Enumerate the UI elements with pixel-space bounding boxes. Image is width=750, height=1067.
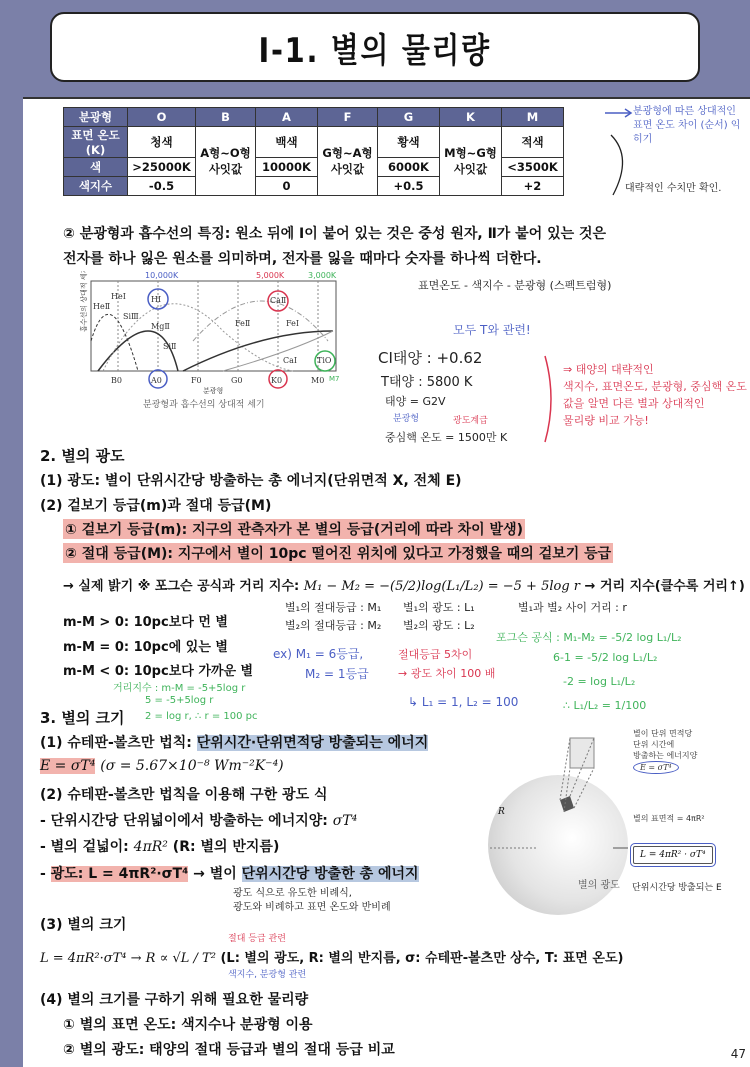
note-l1: 별₁의 광도 : L₁ bbox=[403, 601, 475, 614]
svg-text:CaⅠ: CaⅠ bbox=[283, 356, 298, 365]
condition-3: m-M < 0: 10pc보다 가까운 별 bbox=[63, 664, 254, 679]
svg-text:HeⅠ: HeⅠ bbox=[111, 292, 126, 301]
section3-eq1: E = σT⁴ (σ = 5.67×10⁻⁸ Wm⁻²K⁻⁴) bbox=[40, 758, 284, 774]
svg-text:FeⅡ: FeⅡ bbox=[235, 319, 251, 328]
spectral-type-table: 분광형 O B A F G K M 표면 온도(K) 청색 A형~O형 사잇값 백색 G형~A형 사잇값 황색 M형~G형 사잇값 적색 색 >25000K 10000K 6000K <3500K 색지수 -0.5 0 +0.5 +2 bbox=[63, 107, 564, 196]
section2-heading: 2. 별의 광도 bbox=[40, 447, 125, 465]
section2-arrow: → 실제 밝기 ※ 포그슨 공식과 거리 지수: M₁ − M₂ = −(5/2)log(L₁/L₂) = −5 + 5log r → 거리 지수(클수록 거리↑) bbox=[63, 579, 745, 594]
note-red1: 절대등급 5차이 bbox=[398, 648, 473, 661]
table-header: 분광형 bbox=[64, 108, 128, 127]
page-title: I-1. 별의 물리량 bbox=[258, 30, 492, 71]
svg-text:F0: F0 bbox=[191, 376, 202, 385]
note-m2: 별₂의 절대등급 : M₂ bbox=[285, 619, 382, 632]
section3-sub1: ① 별의 표면 온도: 색지수나 분광형 이용 bbox=[63, 1017, 313, 1033]
note-red2: → 광도 차이 100 배 bbox=[398, 667, 496, 680]
absorption-line-chart bbox=[63, 271, 343, 411]
note-pogson2: 6-1 = -5/2 log L₁/L₂ bbox=[553, 651, 658, 664]
section3-dash3: - 광도: L = 4πR²·σT⁴ → 별이 단위시간당 방출한 총 에너지 bbox=[40, 866, 419, 882]
note-dist1: 거리지수 : m-M = -5+5log r bbox=[113, 683, 246, 694]
surface-area-label: 별의 표면적 = 4πR² bbox=[633, 814, 705, 823]
note-blue-table: 분광형에 따른 상대적인 표면 온도 차이 (순서) 익히기 bbox=[633, 106, 741, 145]
note-black-table: 대략적인 수치만 확인. bbox=[625, 183, 722, 194]
svg-text:B0: B0 bbox=[111, 376, 122, 385]
section3-sub2: ② 별의 광도: 태양의 절대 등급과 별의 절대 등급 비교 bbox=[63, 1042, 395, 1058]
svg-text:HⅠ: HⅠ bbox=[151, 295, 162, 304]
svg-text:CaⅡ: CaⅡ bbox=[270, 296, 287, 305]
section1-line1: ② 분광형과 흡수선의 특징: 원소 뒤에 Ⅰ이 붙어 있는 것은 중성 원자, Ⅱ가 붙어 있는 것은 bbox=[63, 226, 607, 242]
section1-line2: 전자를 하나 잃은 원소를 의미하며, 전자를 잃을 때마다 숫자를 하나씩 더한다. bbox=[63, 251, 542, 267]
note-l2: 별₂의 광도 : L₂ bbox=[403, 619, 475, 632]
condition-2: m-M = 0: 10pc에 있는 별 bbox=[63, 640, 228, 655]
bracket-icon bbox=[543, 354, 557, 444]
section3-heading: 3. 별의 크기 bbox=[40, 709, 125, 727]
svg-text:A0: A0 bbox=[151, 376, 162, 385]
svg-text:3,000K: 3,000K bbox=[308, 271, 337, 280]
section3-item3: (3) 별의 크기 bbox=[40, 917, 127, 933]
condition-1: m-M > 0: 10pc보다 먼 별 bbox=[63, 615, 228, 630]
note-ex2: M₂ = 1등급 bbox=[305, 667, 369, 681]
section3-item2: (2) 슈테판-볼츠만 법칙을 이용해 구한 광도 식 bbox=[40, 787, 328, 803]
note-pogson3: -2 = log L₁/L₂ bbox=[563, 675, 636, 688]
svg-text:흡수선의 상대적 세기: 흡수선의 상대적 세기 bbox=[80, 271, 88, 332]
svg-text:TiO: TiO bbox=[317, 356, 332, 365]
note-ex1: ex) M₁ = 6등급, bbox=[273, 647, 364, 661]
note-sun-type: 태양 = G2V bbox=[385, 395, 446, 408]
section3-dash2: - 별의 겉넓이: 4πR² (R: 별의 반지름) bbox=[40, 839, 280, 855]
note-chain: 표면온도 - 색지수 - 분광형 (스펙트럼형) bbox=[418, 279, 612, 292]
section2-item1: (1) 광도: 별이 단위시간당 방출하는 총 에너지(단위면적 X, 전체 E) bbox=[40, 473, 462, 489]
svg-text:SiⅢ: SiⅢ bbox=[123, 312, 139, 321]
luminosity-eq-box: L = 4πR² · σT⁴ bbox=[633, 846, 713, 864]
svg-text:분광형: 분광형 bbox=[203, 387, 224, 395]
note-dist2: 5 = -5+5log r bbox=[145, 695, 214, 706]
svg-text:MgⅡ: MgⅡ bbox=[151, 322, 170, 331]
section2-sub2: ② 절대 등급(M): 지구에서 별이 10pc 떨어진 위치에 있다고 가정했을 때의 겉보기 등급 bbox=[63, 543, 613, 563]
note-spectral: 분광형 bbox=[393, 414, 420, 424]
svg-text:SiⅡ: SiⅡ bbox=[163, 342, 177, 351]
note-m1: 별₁의 절대등급 : M₁ bbox=[285, 601, 382, 614]
svg-text:K0: K0 bbox=[271, 376, 283, 385]
note-ci-sun: CI태양 : +0.62 bbox=[378, 349, 483, 367]
svg-text:M7: M7 bbox=[329, 375, 340, 383]
note-lum-class: 광도계급 bbox=[453, 416, 488, 426]
note-proportion: 광도 식으로 유도한 비례식, 광도와 비례하고 표면 온도와 반비례 bbox=[233, 888, 391, 913]
section2-sub1: ① 겉보기 등급(m): 지구의 관측자가 본 별의 등급(거리에 따라 차이 발생) bbox=[63, 519, 525, 539]
luminosity-note: 단위시간당 방출되는 E bbox=[632, 883, 722, 893]
note-pogson1: 포그슨 공식 : M₁-M₂ = -5/2 log L₁/L₂ bbox=[496, 631, 682, 644]
svg-text:FeⅠ: FeⅠ bbox=[286, 319, 300, 328]
section3-dash1: - 단위시간당 단위넓이에서 방출하는 에너지양: σT⁴ bbox=[40, 813, 358, 829]
svg-text:분광형과 흡수선의 상대적 세기: 분광형과 흡수선의 상대적 세기 bbox=[143, 400, 265, 410]
note-r: 별₁과 별₂ 사이 거리 : r bbox=[518, 601, 627, 614]
page-number: 47 bbox=[730, 1047, 746, 1061]
energy-box-label: 별이 단위 면적당 단위 시간에 방출하는 에너지양 E = σT⁴ bbox=[633, 729, 698, 772]
section3-item1: (1) 슈테판-볼츠만 법칙: 단위시간·단위면적당 방출되는 에너지 bbox=[40, 735, 429, 751]
svg-text:5,000K: 5,000K bbox=[256, 271, 285, 280]
radius-label: R bbox=[498, 807, 505, 817]
note-t-sun: T태양 : 5800 K bbox=[381, 375, 473, 390]
note-dist3: 2 = log r, ∴ r = 100 pc bbox=[145, 711, 258, 722]
svg-text:M0: M0 bbox=[311, 376, 325, 385]
note-blue-l: ↳ L₁ = 1, L₂ = 100 bbox=[408, 695, 519, 709]
note-all-t: 모두 T와 관련! bbox=[453, 323, 531, 337]
svg-text:G0: G0 bbox=[231, 376, 243, 385]
svg-text:HeⅡ: HeⅡ bbox=[93, 302, 111, 311]
sphere-diagram-lines bbox=[488, 730, 648, 930]
title-banner bbox=[50, 12, 700, 82]
note-color-index: 색지수, 분광형 관련 bbox=[228, 970, 307, 980]
svg-text:10,000K: 10,000K bbox=[145, 271, 179, 280]
section2-item2: (2) 겉보기 등급(m)과 절대 등급(M) bbox=[40, 498, 272, 514]
note-pogson4: ∴ L₁/L₂ = 1/100 bbox=[563, 699, 647, 712]
note-red-sun: ⇒ 태양의 대략적인 색지수, 표면온도, 분광형, 중심핵 온도 값을 알면 다른 별과 상대적인 물리량 비교 가능! bbox=[563, 363, 747, 427]
section3-eq2: L = 4πR²·σT⁴ → R ∝ √L / T² (L: 별의 광도, R: 별의 반지름, σ: 슈테판-볼츠만 상수, T: 표면 온도) bbox=[40, 951, 624, 966]
note-core-temp: 중심핵 온도 = 1500만 K bbox=[385, 431, 508, 444]
luminosity-label: 별의 광도 bbox=[578, 880, 620, 891]
section3-item4: (4) 별의 크기를 구하기 위해 필요한 물리량 bbox=[40, 992, 309, 1008]
note-abs-mag: 절대 등급 관련 bbox=[228, 934, 286, 944]
